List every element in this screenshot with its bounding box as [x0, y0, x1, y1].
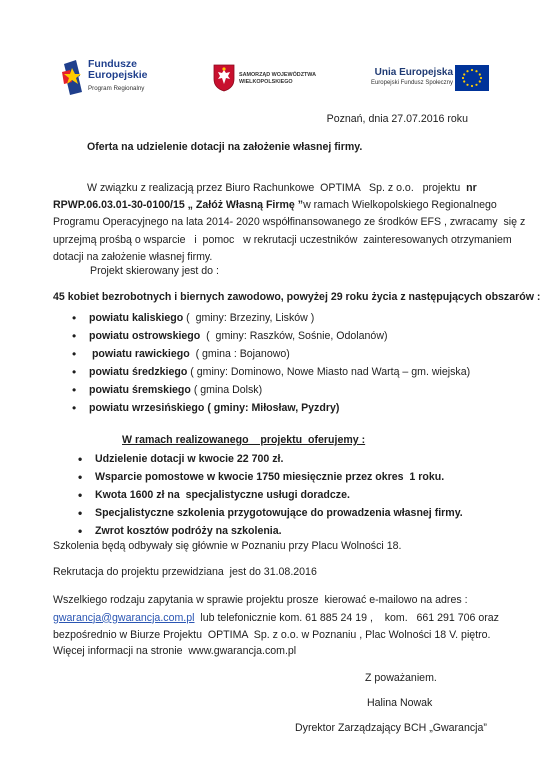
list-item — [89, 309, 470, 327]
contact-paragraph — [53, 592, 499, 645]
contact-line1: Wszelkiego rodzaju zapytania w sprawie projektu prosze kierować e-mailowo na adres : — [53, 594, 468, 606]
county-name: powiatu średzkiego — [89, 366, 188, 378]
project-target-label: Projekt skierowany jest do : — [90, 265, 219, 277]
fe-logo-line2: Europejskie — [88, 69, 148, 81]
intro-line1: W związku z realizacją przez Biuro Rachunkowe OPTIMA Sp. z o.o. projektu — [87, 182, 467, 194]
recruitment-deadline: Rekrutacja do projektu przewidziana jest do 31.08.2016 — [53, 566, 317, 578]
list-item — [89, 399, 470, 417]
list-item: • Specjalistyczne szkolenia przygotowujące do prowadzenia własnej firmy. — [95, 504, 463, 522]
eagle-shield-icon — [213, 64, 235, 92]
ue-logo-line1: Unia Europejska — [374, 67, 453, 78]
letter-date: Poznań, dnia 27.07.2016 roku — [326, 113, 468, 125]
areas-list — [89, 309, 470, 417]
letter-heading: Oferta na udzielenie dotacji na założenie własnej firmy. — [87, 141, 363, 153]
more-info: Więcej informacji na stronie www.gwarancja.com.pl — [53, 645, 297, 657]
samorzad-logo — [213, 64, 328, 96]
signatory-role: Dyrektor Zarządzający BCH „Gwarancja” — [295, 722, 487, 734]
fe-star-icon — [62, 58, 84, 96]
contact-line3: bezpośrednio w Biurze Projektu OPTIMA Sp. z o.o. w Poznaniu , Plac Wolności 18 V. piętro. — [53, 629, 491, 642]
intro-line2: w ramach Wielkopolskiego Regionalnego — [303, 199, 497, 212]
list-item — [89, 381, 470, 399]
county-name: powiatu rawickiego — [89, 348, 190, 360]
contact-phones: lub telefonicznie kom. 61 885 24 19 , kom. 661 291 706 oraz — [194, 611, 499, 624]
intro-line3: Programu Operacyjnego na lata 2014- 2020 współfinansowanego ze środków EFS , zwracamy się z — [53, 216, 526, 229]
list-item — [89, 327, 470, 345]
target-group: 45 kobiet bezrobotnych i biernych zawodowo, powyżej 29 roku życia z następujących obszarów : — [53, 291, 541, 303]
county-detail: ( gminy: Raszków, Sośnie, Odolanów) — [203, 330, 388, 342]
email-link[interactable]: gwarancja@gwarancja.com.pl — [53, 611, 195, 624]
unia-europejska-logo — [366, 63, 491, 95]
signatory-name: Halina Nowak — [367, 697, 433, 709]
county-name: powiatu kaliskiego — [89, 312, 184, 324]
fe-logo-line1: Fundusze — [88, 58, 137, 70]
list-item: • Zwrot kosztów podróży na szkolenia. — [95, 522, 463, 540]
sw-logo-line1: SAMORZĄD WOJEWÓDZTWA — [239, 72, 316, 78]
county-name: powiatu śremskiego — [89, 384, 191, 396]
offer-title: W ramach realizowanego projektu oferujemy : — [122, 434, 366, 446]
county-detail: ( gminy: Dominowo, Nowe Miasto nad Wartą – gm. wiejska) — [190, 366, 471, 378]
fundusze-europejskie-logo — [62, 58, 172, 98]
fe-logo-line3: Program Regionalny — [88, 85, 145, 92]
county-name: powiatu ostrowskiego — [89, 330, 201, 342]
project-number: RPWP.06.03.01-30-0100/15 „ Załóż Własną Firmę ” — [53, 199, 304, 212]
intro-line5: dotacji na założenie własnej firmy. — [53, 250, 213, 263]
list-item: • Wsparcie pomostowe w kwocie 1750 miesięcznie przez okres 1 roku. — [95, 468, 463, 486]
closing: Z poważaniem. — [365, 672, 437, 684]
county-name: powiatu wrzesińskiego ( gminy: Miłosław, Pyzdry) — [89, 402, 340, 414]
list-item — [89, 363, 470, 381]
intro-line1-bold: nr — [466, 182, 477, 194]
intro-paragraph — [53, 180, 526, 266]
eu-flag-icon — [455, 65, 489, 91]
offers-list — [95, 450, 463, 540]
intro-line4: uprzejmą prośbą o wsparcie i pomoc w rekrutacji uczestników zainteresowanych otrzymaniem — [53, 233, 512, 246]
sw-logo-line2: WIELKOPOLSKIEGO — [239, 79, 293, 85]
county-detail: ( gminy: Brzeziny, Lisków ) — [186, 312, 315, 324]
list-item — [89, 345, 470, 363]
ue-logo-line2: Europejski Fundusz Społeczny — [370, 80, 453, 86]
county-detail: ( gmina Dolsk) — [193, 384, 263, 396]
county-detail: ( gmina : Bojanowo) — [192, 348, 290, 360]
list-item: • Kwota 1600 zł na specjalistyczne usługi doradcze. — [95, 486, 463, 504]
list-item: • Udzielenie dotacji w kwocie 22 700 zł. — [95, 450, 463, 468]
training-place: Szkolenia będą odbywały się głównie w Poznaniu przy Placu Wolności 18. — [53, 540, 402, 552]
